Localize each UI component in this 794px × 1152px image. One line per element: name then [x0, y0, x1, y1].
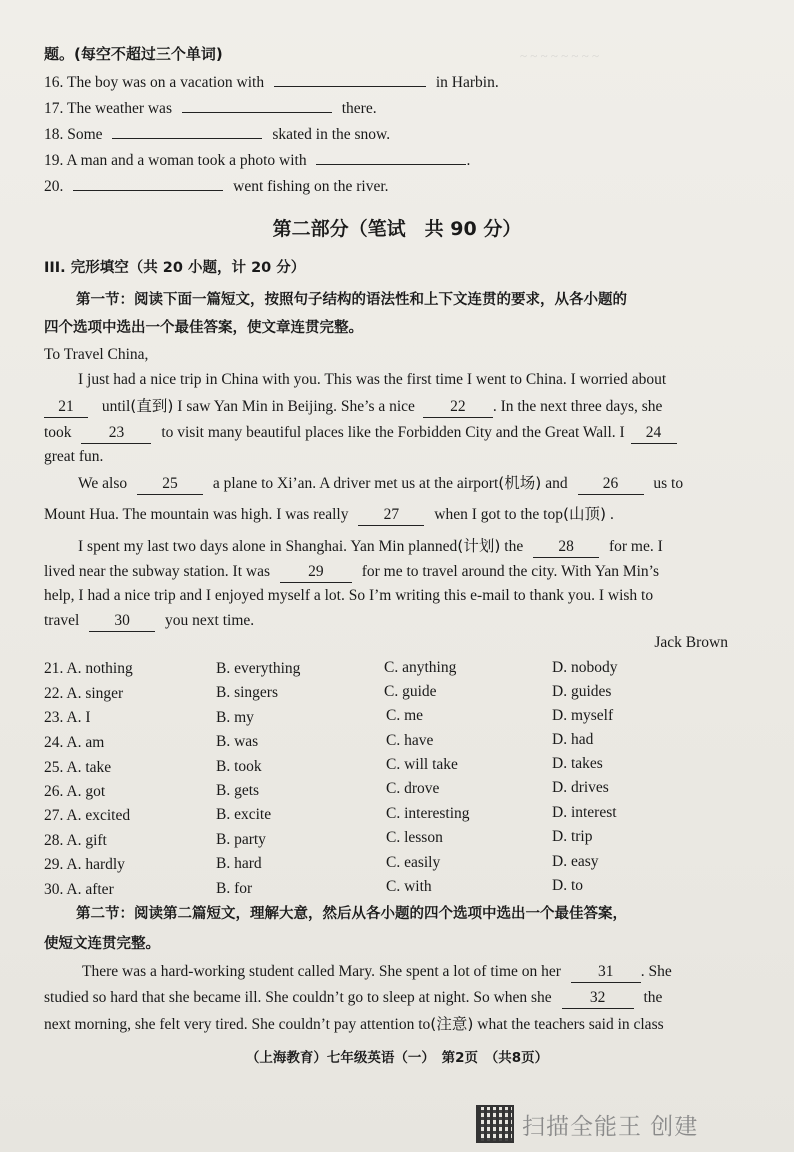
- blank-23[interactable]: 23: [81, 423, 151, 444]
- option-28-a[interactable]: 28. A. gift: [44, 832, 107, 849]
- option-29-c[interactable]: C. easily: [386, 854, 441, 871]
- blank-30[interactable]: 30: [89, 611, 155, 632]
- letter-p1-line3: took 23 to visit many beautiful places like the Forbidden City and the Great Wall. I 24: [44, 423, 677, 444]
- blank-31[interactable]: 31: [571, 962, 641, 983]
- option-27-b[interactable]: B. excite: [216, 806, 272, 823]
- blank-29[interactable]: 29: [280, 562, 352, 583]
- option-28-b[interactable]: B. party: [216, 831, 266, 848]
- blank-26[interactable]: 26: [578, 474, 644, 495]
- option-22-b[interactable]: B. singers: [216, 684, 278, 701]
- option-21-d[interactable]: D. nobody: [552, 659, 618, 676]
- option-26-c[interactable]: C. drove: [386, 780, 440, 797]
- question-19: 19. A man and a woman took a photo with .: [44, 149, 470, 171]
- option-23-a[interactable]: 23. A. I: [44, 709, 91, 726]
- option-24-c[interactable]: C. have: [386, 732, 434, 749]
- option-27-c[interactable]: C. interesting: [386, 805, 470, 822]
- option-22-d[interactable]: D. guides: [552, 683, 612, 700]
- letter-p2-line2: Mount Hua. The mountain was high. I was really 27 when I got to the top(山顶) .: [44, 504, 614, 526]
- letter-signature: Jack Brown: [654, 634, 728, 651]
- option-29-b[interactable]: B. hard: [216, 855, 262, 872]
- letter-p1-line1: I just had a nice trip in China with you. This was the first time I went to China. I worried about: [78, 371, 667, 388]
- blank-28[interactable]: 28: [533, 537, 599, 558]
- passage2-line3: next morning, she felt very tired. She couldn’t pay attention to(注意) what the teachers said in class: [44, 1015, 664, 1033]
- answer-blank-18[interactable]: [112, 123, 262, 139]
- option-26-a[interactable]: 26. A. got: [44, 783, 106, 800]
- letter-p1-line4: great fun.: [44, 448, 104, 465]
- answer-blank-16[interactable]: [274, 71, 426, 87]
- qr-code-icon: [476, 1105, 514, 1143]
- passage2-line1: There was a hard-working student called Mary. She spent a lot of time on her 31 . She: [82, 962, 672, 983]
- blank-22[interactable]: 22: [423, 397, 493, 418]
- bleed-through-text: ~ ~ ~ ~ ~ ~ ~ ~: [520, 48, 600, 63]
- option-30-d[interactable]: D. to: [552, 877, 583, 894]
- letter-salutation: To Travel China,: [44, 346, 149, 363]
- answer-blank-19[interactable]: [316, 149, 466, 165]
- option-23-c[interactable]: C. me: [386, 707, 424, 724]
- letter-p3-line2: lived near the subway station. It was 29 for me to travel around the city. With Yan Min’s: [44, 562, 659, 583]
- option-21-b[interactable]: B. everything: [216, 660, 301, 677]
- question-20: 20. went fishing on the river.: [44, 175, 389, 197]
- question-16: 16. The boy was on a vacation with in Harbin.: [44, 71, 499, 93]
- watermark-text: 扫描全能王 创建: [522, 1113, 699, 1140]
- option-25-d[interactable]: D. takes: [552, 755, 603, 772]
- section-1-instruction-cont: 四个选项中选出一个最佳答案，使文章连贯完整。: [44, 320, 363, 336]
- option-22-a[interactable]: 22. A. singer: [44, 685, 124, 702]
- question-18: 18. Some skated in the snow.: [44, 123, 390, 145]
- option-25-b[interactable]: B. took: [216, 758, 262, 775]
- section-2-instruction: 第二节：阅读第二篇短文，理解大意，然后从各小题的四个选项中选出一个最佳答案，: [76, 906, 627, 922]
- option-30-a[interactable]: 30. A. after: [44, 881, 114, 898]
- question-17: 17. The weather was there.: [44, 97, 377, 119]
- option-27-a[interactable]: 27. A. excited: [44, 807, 131, 824]
- answer-blank-17[interactable]: [182, 97, 332, 113]
- letter-p3-line1: I spent my last two days alone in Shanghai. Yan Min planned(计划) the 28 for me. I: [78, 536, 663, 558]
- option-27-d[interactable]: D. interest: [552, 804, 617, 821]
- option-24-a[interactable]: 24. A. am: [44, 734, 105, 751]
- letter-p2-line1: We also 25 a plane to Xi’an. A driver met us at the airport(机场) and 26 us to: [78, 473, 683, 495]
- option-24-b[interactable]: B. was: [216, 733, 259, 750]
- option-25-c[interactable]: C. will take: [386, 756, 458, 773]
- section-2-instruction-cont: 使短文连贯完整。: [44, 936, 160, 952]
- blank-27[interactable]: 27: [358, 505, 424, 526]
- part-two-title: 第二部分（笔试 共 90 分）: [272, 218, 522, 240]
- option-28-d[interactable]: D. trip: [552, 828, 593, 845]
- option-21-a[interactable]: 21. A. nothing: [44, 660, 133, 677]
- letter-p3-line4: travel 30 you next time.: [44, 611, 254, 632]
- option-30-c[interactable]: C. with: [386, 878, 432, 895]
- option-29-a[interactable]: 29. A. hardly: [44, 856, 125, 873]
- option-21-c[interactable]: C. anything: [384, 659, 457, 676]
- letter-p3-line3: help, I had a nice trip and I enjoyed myself a lot. So I’m writing this e-mail to thank you. I wish to: [44, 587, 654, 604]
- scanner-watermark: [476, 1106, 726, 1142]
- blank-32[interactable]: 32: [562, 988, 634, 1009]
- option-26-d[interactable]: D. drives: [552, 779, 609, 796]
- option-28-c[interactable]: C. lesson: [386, 829, 443, 846]
- blank-21[interactable]: 21: [44, 397, 88, 418]
- option-23-b[interactable]: B. my: [216, 709, 254, 726]
- option-30-b[interactable]: B. for: [216, 880, 253, 897]
- option-23-d[interactable]: D. myself: [552, 707, 614, 724]
- top-instruction: 题。(每空不超过三个单词): [44, 45, 223, 63]
- option-24-d[interactable]: D. had: [552, 731, 594, 748]
- option-29-d[interactable]: D. easy: [552, 853, 599, 870]
- option-26-b[interactable]: B. gets: [216, 782, 260, 799]
- section-1-instruction: 第一节：阅读下面一篇短文，按照句子结构的语法性和上下文连贯的要求，从各小题的: [76, 292, 627, 308]
- page-footer: （上海教育）七年级英语（一） 第2页 （共8页）: [245, 1050, 549, 1066]
- blank-25[interactable]: 25: [137, 474, 203, 495]
- section-3-title: III. 完形填空（共 20 小题，计 20 分）: [44, 260, 306, 276]
- letter-p1-line2: 21 until(直到) I saw Yan Min in Beijing. She’s a nice 22 . In the next three days, she: [44, 396, 662, 418]
- option-25-a[interactable]: 25. A. take: [44, 759, 112, 776]
- passage2-line2: studied so hard that she became ill. She couldn’t go to sleep at night. So when she 32 the: [44, 988, 662, 1009]
- answer-blank-20[interactable]: [73, 175, 223, 191]
- option-22-c[interactable]: C. guide: [384, 683, 437, 700]
- blank-24[interactable]: 24: [631, 423, 677, 444]
